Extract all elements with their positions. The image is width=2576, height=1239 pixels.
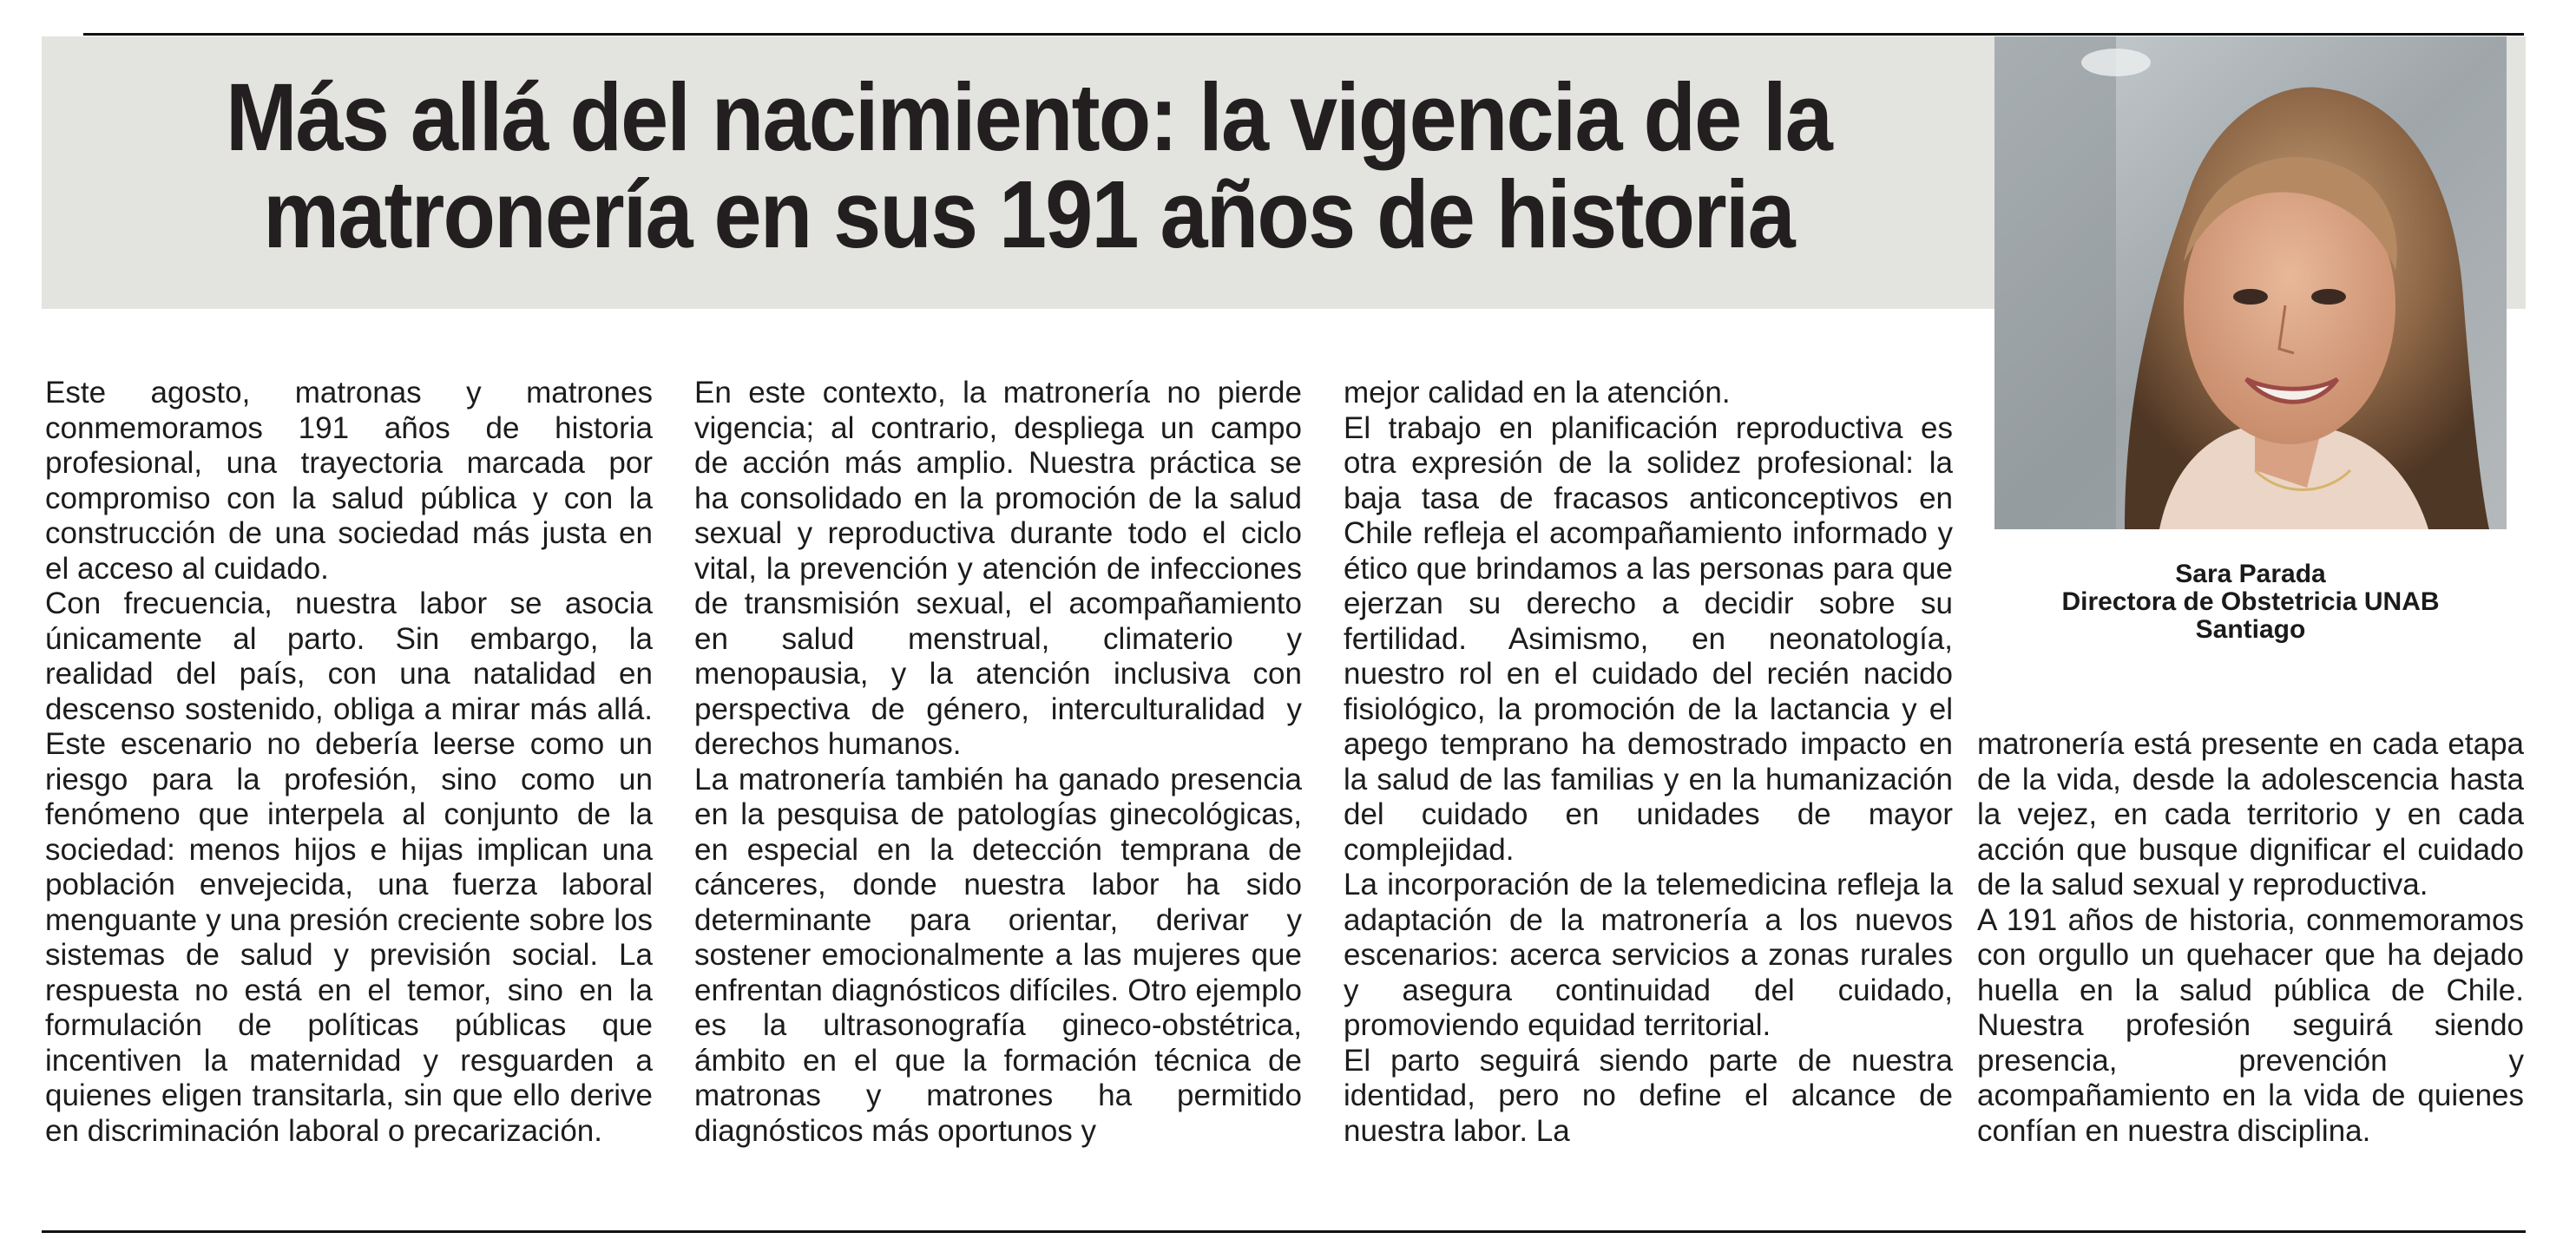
article-column-2	[694, 376, 1302, 1149]
paragraph: A 191 años de historia, conmemoramos con orgullo un quehacer que ha dejado huella en la salud pública de Chile. Nuestra profesión seguirá siendo presencia, prevención y acompañamiento en la vida de quienes confían en nuestra disciplina.	[1977, 902, 2524, 1148]
headline: Más allá del nacimiento: la vigencia de la matronería en sus 191 años de historia	[225, 64, 1832, 268]
article-column-4	[1977, 727, 2524, 1149]
top-rule	[83, 33, 2524, 36]
author-campus: Santiago	[2195, 615, 2306, 644]
author-name: Sara Parada	[2175, 560, 2326, 588]
paragraph: La matronería también ha ganado presencia en la pesquisa de patologías ginecológicas, en especial en la detección temprana de cánceres, donde nuestra labor ha sido determinante para orientar, derivar y sostener emocionalmente a las mujeres que enfrentan diagnósticos difíciles. Otro ejemplo es la ultrasonografía gineco-obstétrica, ámbito en el que la formación técnica de matronas y matrones ha permitido diagnósticos más oportunos y	[694, 762, 1302, 1148]
photo-caption	[1994, 560, 2507, 644]
article-column-1	[45, 376, 653, 1149]
paragraph: Este agosto, matronas y matrones conmemoramos 191 años de historia profesional, una trayectoria marcada por compromiso con la salud pública y con la construcción de una sociedad más justa en el acceso al cuidado.	[45, 376, 653, 586]
portrait-photo-icon	[1994, 36, 2507, 529]
paragraph: matronería está presente en cada etapa de la vida, desde la adolescencia hasta la vejez, en cada territorio y en cada acción que busque dignificar el cuidado de la salud sexual y reproductiva.	[1977, 727, 2524, 901]
paragraph: El parto seguirá siendo parte de nuestra identidad, pero no define el alcance de nuestra labor. La	[1344, 1043, 1953, 1148]
paragraph: El trabajo en planificación reproductiva es otra expresión de la solidez profesional: la baja tasa de fracasos anticonceptivos en Chile refleja el acompañamiento informado y ético que brindamos a las personas para que ejerzan su derecho a decidir sobre su fertilidad. Asimismo, en neonatología, nuestro rol en el cuidado del recién nacido fisiológico, la promoción de la lactancia y el apego temprano ha demostrado impacto en la salud de las familias y en la humanización del cuidado en unidades de mayor complejidad.	[1344, 410, 1953, 867]
author-photo	[1994, 36, 2507, 529]
bottom-rule	[42, 1230, 2526, 1233]
paragraph: Con frecuencia, nuestra labor se asocia únicamente al parto. Sin embargo, la realidad del país, con una natalidad en descenso sostenido, obliga a mirar más allá. Este escenario no debería leerse como un riesgo para la profesión, sino como un fenómeno que interpela al conjunto de la sociedad: menos hijos e hijas implican una población envejecida, una fuerza laboral menguante y una presión creciente sobre los sistemas de salud y previsión social. La respuesta no está en el temor, sino en la formulación de políticas públicas que incentiven la maternidad y resguarden a quienes eligen transitarla, sin que ello derive en discriminación laboral o precarización.	[45, 587, 653, 1148]
article-column-3	[1344, 376, 1953, 1149]
author-title: Directora de Obstetricia UNAB	[2061, 587, 2440, 616]
paragraph: La incorporación de la telemedicina refleja la adaptación de la matronería a los nuevos escenarios: acerca servicios a zonas rurales y asegura continuidad del cuidado, promoviendo equidad territorial.	[1344, 868, 1953, 1042]
paragraph: En este contexto, la matronería no pierde vigencia; al contrario, despliega un campo de acción más amplio. Nuestra práctica se ha consolidado en la promoción de la salud sexual y reproductiva durante todo el ciclo vital, la prevención y atención de infecciones de transmisión sexual, el acompañamiento en salud menstrual, climaterio y menopausia, y la atención inclusiva con perspectiva de género, interculturalidad y derechos humanos.	[694, 376, 1302, 761]
paragraph: mejor calidad en la atención.	[1344, 376, 1731, 410]
